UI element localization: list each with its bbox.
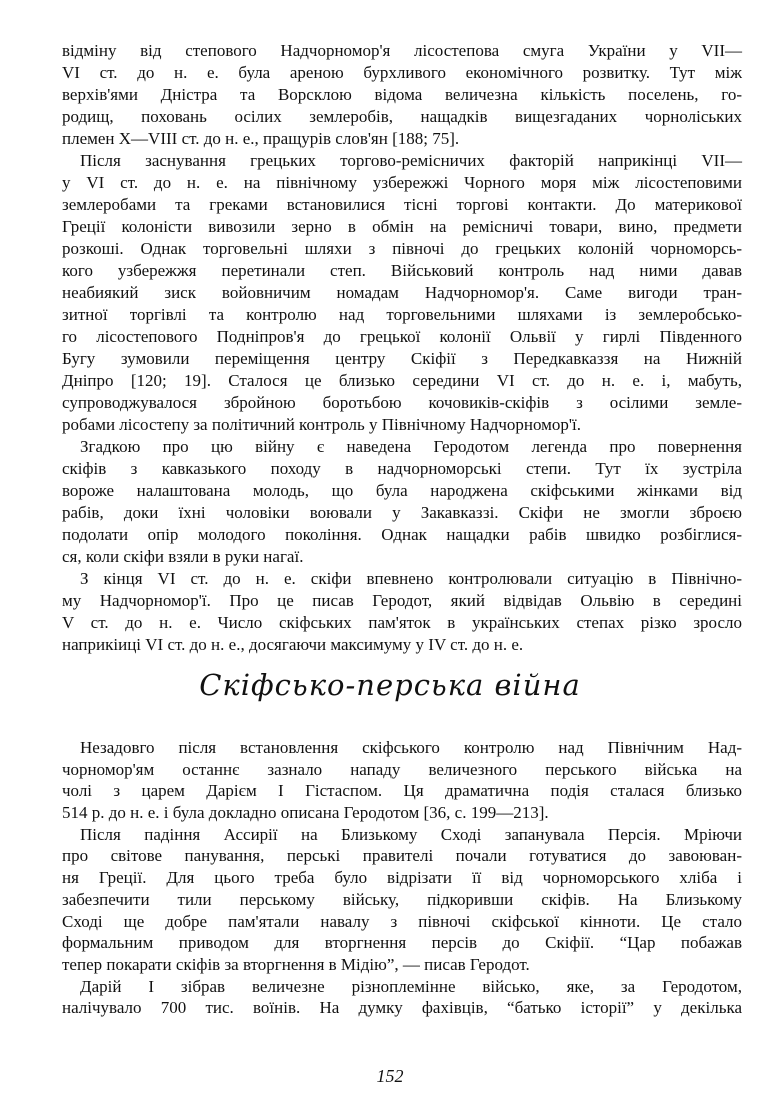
text-line: Дарій I зібрав величезне різноплемінне військо, яке, за Геродотом, — [80, 976, 742, 996]
text-line: Бугу зумовили переміщення центру Скіфії з Передкавказзя на Нижній — [62, 349, 742, 368]
text-line: Сході ще добре пам'ятали навалу з півночі скіфської кінноти. Це стало — [62, 911, 742, 931]
text-line: рабів, доки їхні чоловіки воювали у Закавказзі. Скіфи не змогли зброєю — [62, 503, 742, 522]
text-line: VI ст. до н. е. була ареною бурхливого економічного розвитку. Тут між — [62, 63, 742, 82]
text-line: налічувало 700 тис. воїнів. На думку фахівців, “батько історії” у декілька — [62, 998, 742, 1018]
text-line: му Надчорномор'ї. Про це писав Геродот, який відвідав Ольвію в середині — [62, 591, 742, 610]
text-line: Греції колоністи вивозили зерно в обмін на ремісничі товари, вино, предмети — [62, 217, 742, 236]
paragraph — [62, 436, 742, 568]
text-line: тепер покарати скіфів за вторгнення в Мідію”, — писав Геродот. — [62, 954, 530, 974]
text-line: чорномор'ям останнє зазнало нападу величезного перського війська на — [62, 759, 742, 779]
text-line: верхів'ями Дністра та Ворсклою відома величезна кількість поселень, го- — [62, 85, 742, 104]
text-line: Після заснування грецьких торгово-ремісничих факторій наприкінці VII— — [80, 151, 742, 170]
text-line: ня Греції. Для цього треба було відрізати її від чорноморського хліба і — [62, 868, 742, 888]
paragraph — [62, 568, 742, 656]
paragraph — [62, 737, 742, 824]
text-line: Незадовго після встановлення скіфського контролю над Північним Над- — [80, 738, 742, 757]
section-heading: Скіфсько-перська війна — [199, 668, 581, 702]
text-line: ся, коли скіфи взяли в руки нагаї. — [62, 547, 304, 566]
text-line: неабиякий зиск войовничим номадам Надчорномор'я. Саме вигоди тран- — [62, 283, 742, 302]
paragraph — [62, 976, 742, 1019]
text-line: Після падіння Ассирії на Близькому Сході запанувала Персія. Мріючи — [80, 824, 742, 844]
text-line: забезпечити тили перському війську, підкоривши скіфів. На Близькому — [62, 889, 742, 909]
text-line: Згадкою про цю війну є наведена Геродотом легенда про повернення — [80, 437, 742, 456]
text-line: у VI ст. до н. е. на північному узбережжі Чорного моря між лісостеповими — [62, 173, 742, 192]
text-line: З кінця VI ст. до н. е. скіфи впевнено контролювали ситуацію в Північно- — [80, 569, 742, 588]
paragraph — [62, 40, 742, 150]
text-line: родищ, поховань осілих землеробів, нащадків вищезгаданих чорноліських — [62, 107, 742, 126]
text-line: подолати опір молодого покоління. Однак нащадки рабів швидко розбіглися- — [62, 525, 742, 544]
text-line: чолі з царем Дарієм I Гістаспом. Ця драматична подія сталася близько — [62, 781, 742, 801]
text-line: 514 р. до н. е. і була докладно описана Геродотом [36, с. 199—213]. — [62, 803, 549, 823]
text-line: зитної торгівлі та контролю над торговельними шляхами із землеробсько- — [62, 305, 742, 324]
text-block-bottom — [62, 737, 742, 1019]
text-line: племен X—VIII ст. до н. е., пращурів слов'ян [188; 75]. — [62, 129, 460, 148]
page-number: 152 — [376, 1066, 404, 1086]
text-block-top — [62, 40, 742, 656]
paragraph — [62, 824, 742, 976]
text-line: го лісостепового Подніпров'я до грецької колонії Ольвії у гирлі Південного — [62, 327, 742, 346]
text-line: робами лісостепу за політичний контроль у Північному Надчорномор'ї. — [62, 415, 581, 434]
text-line: Дніпро [120; 19]. Сталося це близько середини VI ст. до н. е. і, мабуть, — [62, 371, 742, 390]
text-line: вороже налаштована молодь, що була народжена скіфськими жінками від — [62, 481, 742, 500]
text-line: формальним приводом для вторгнення персів до Скіфії. “Цар побажав — [62, 933, 742, 953]
paragraph — [62, 150, 742, 436]
text-line: скіфів з кавказького походу в надчорноморські степи. Тут їх зустріла — [62, 459, 742, 478]
text-line: наприкіиці VI ст. до н. е., досягаючи максимуму у IV ст. до н. е. — [62, 635, 524, 654]
text-line: відміну від степового Надчорномор'я лісостепова смуга України у VII— — [62, 41, 742, 60]
text-line: кого узбережжя перетинали степ. Військовий контроль над ними давав — [62, 261, 742, 280]
text-line: супроводжувалося збройною боротьбою кочовиків-скіфів з осілими земле- — [62, 393, 742, 412]
text-line: про світове панування, перські правителі почали готуватися до завоюван- — [62, 846, 742, 866]
text-line: землеробами та греками встановилися тісні торгові контакти. До материкової — [62, 195, 742, 214]
text-line: розкоші. Однак торговельні шляхи з півночі до грецьких колоній чорноморсь- — [62, 239, 742, 258]
text-line: V ст. до н. е. Число скіфських пам'яток в українських степах різко зросло — [62, 613, 742, 632]
